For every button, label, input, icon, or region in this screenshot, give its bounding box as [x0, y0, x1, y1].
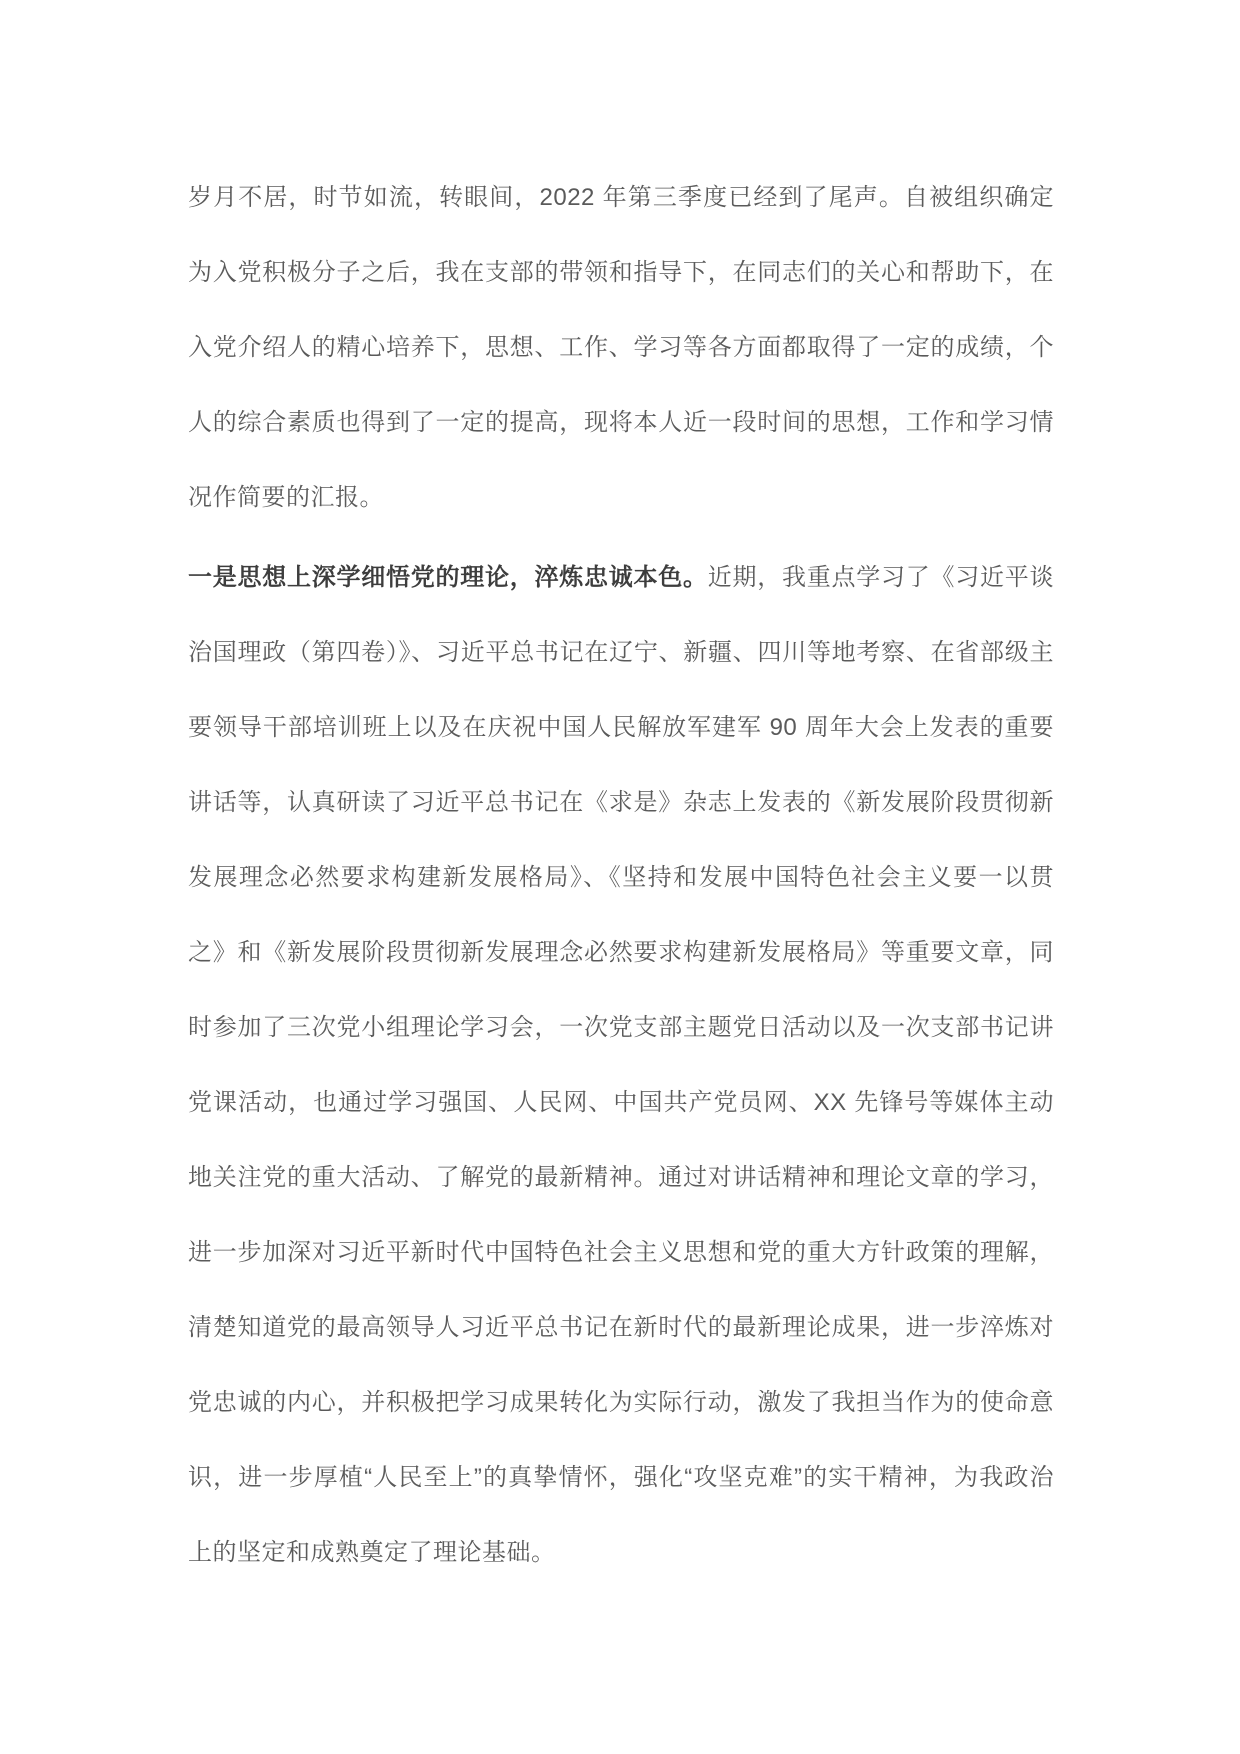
paragraph-section-one	[188, 540, 1054, 1590]
paragraph-intro-text: 岁月不居，时节如流，转眼间，2022 年第三季度已经到了尾声。自被组织确定为入党积极分子之后，我在支部的带领和指导下，在同志们的关心和帮助下，在入党介绍人的精心培养下，思想、工作、学习等各方面都取得了一定的成绩，个人的综合素质也得到了一定的提高，现将本人近一段时间的思想，工作和学习情况作简要的汇报。	[188, 184, 1054, 511]
document-content	[188, 160, 1054, 1590]
paragraph-intro	[188, 160, 1054, 535]
paragraph-section-one-lead: 一是思想上深学细悟党的理论，淬炼忠诚本色。	[188, 564, 708, 591]
paragraph-section-one-text: 近期，我重点学习了《习近平谈治国理政（第四卷）》、习近平总书记在辽宁、新疆、四川等地考察、在省部级主要领导干部培训班上以及在庆祝中国人民解放军建军 90 周年大会上发表的重要讲话等，认真研读了习近平总书记在《求是》杂志上发表的《新发展阶段贯彻新发展理念必然要求构建新发展格局》、《坚持和发展中国特色社会主义要一以贯之》和《新发展阶段贯彻新发展理念必然要求构建新发展格局》等重要文章，同时参加了三次党小组理论学习会，一次党支部主题党日活动以及一次支部书记讲党课活动，也通过学习强国、人民网、中国共产党员网、XX 先锋号等媒体主动地关注党的重大活动、了解党的最新精神。通过对讲话精神和理论文章的学习，进一步加深对习近平新时代中国特色社会主义思想和党的重大方针政策的理解，清楚知道党的最高领导人习近平总书记在新时代的最新理论成果，进一步淬炼对党忠诚的内心，并积极把学习成果转化为实际行动，激发了我担当作为的使命意识，进一步厚植“人民至上”的真挚情怀，强化“攻坚克难”的实干精神，为我政治上的坚定和成熟奠定了理论基础。	[188, 564, 1054, 1566]
